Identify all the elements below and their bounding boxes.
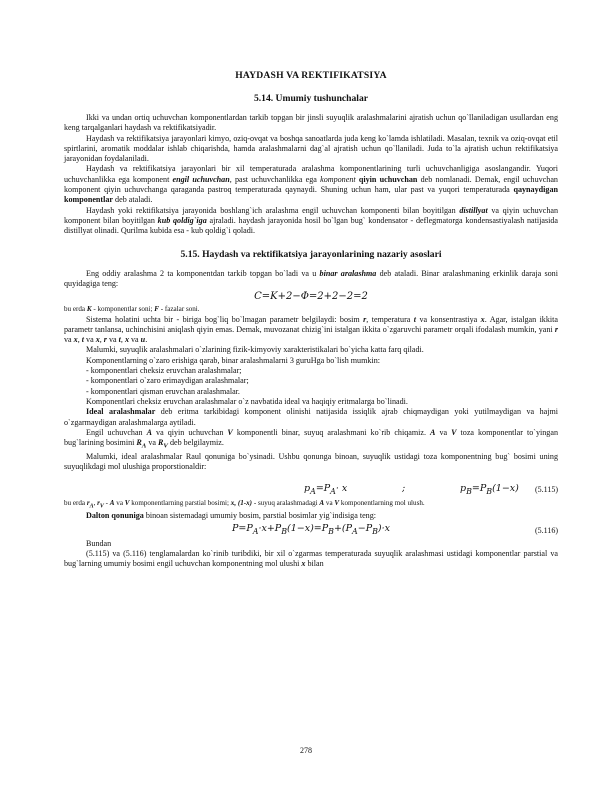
- equation-5-115: [64, 481, 558, 499]
- paragraph-binary-mixture: Eng oddiy aralashma 2 ta komponentdan tarkib topgan bo`ladi va u binar aralashma deb ataladi. Binar aralashmaning erkinlik daraja soni quyidagiga teng:: [64, 268, 558, 288]
- page-number: 278: [300, 746, 312, 755]
- page-content: [64, 70, 558, 570]
- list-item-miscible: - komponentlari cheksiz eruvchan aralashmalar;: [86, 366, 242, 376]
- paragraph-conclusion: (5.115) va (5.116) tenglamalardan ko`rinib turibdiki, bir xil o`zgarmas temperaturada suyuqlik aralashmasi ustidagi komponentlar parstial va bug`larning umumiy bosimi engil uchuvchan komponentning mol ulushi x bilan: [64, 549, 558, 569]
- equation-5-116: [64, 523, 558, 537]
- note-partial-pressures: bu erda $r_A$, $r_V$ - A va V komponentlarning parstial bosimi; x, (1-x) - suyuq aralashmadagi A va V komponentlarning mol ulush.: [64, 498, 425, 510]
- paragraph-volatility: Haydash va rektifikatsiya jarayonlari bir xil temperaturada aralashma komponentlarining turli uchuvchanligiga asoslangandir. Yuqori uchuvchanlikka ega komponent engil uchuvchan, past uchuvchanlikka ega komponent qiyin uchuvchan deb nomlanadi. Demak, engil uchuvchan komponent qiyin uchuvchanga qaraganda pastroq temperaturada qaynaydi. Shuning uchun ham, ular past va yuqori temperaturada qaynaydigan komponentlar deb ataladi.: [64, 164, 558, 205]
- equation-number-5-115: (5.115): [534, 484, 558, 494]
- section-heading-5-14: 5.14. Umumiy tushunchalar: [253, 93, 369, 104]
- chapter-title: HAYDASH VA REKTIFIKATSIYA: [235, 70, 387, 81]
- list-item-immiscible: - komponentlari o`zaro erimaydigan aralashmalar;: [86, 376, 249, 386]
- paragraph-ideal-definition: Ideal aralashmalar deb eritma tarkibidagi komponent olinishi natijasida issiqlik ajrab chiqmaydigan yoki yutilmaydigan va hajmi o`zgarmaydigan aralashmalarga aytiladi.: [64, 407, 559, 427]
- paragraph-dalton-law: Dalton qonuniga binoan sistemadagi umumiy bosim, parstial bosimlar yig`indisiga teng:: [86, 511, 377, 521]
- paragraph-binary-components: Engil uchuvchan A va qiyin uchuvchan V komponentli binar, suyuq aralashmani ko`rib chiqamiz. A va V toza komponentlar to`yingan bug`larining bosimini $R_A$ va $R_V$ deb belgilaymiz.: [64, 427, 558, 450]
- paragraph-bundan: Bundan: [86, 538, 112, 548]
- list-item-partially-miscible: - komponentlari qisman eruvchan aralashmalar.: [86, 386, 240, 396]
- phase-rule-formula: C=K+2−Φ=2+2−2=2: [254, 291, 368, 303]
- paragraph-characteristics: Malumki, suyuqlik aralashmalari o`zlarining fizik-kimyoviy xarakteristikalari bo`yicha katta farq qiladi.: [86, 345, 424, 355]
- equation-number-5-116: (5.116): [534, 525, 558, 535]
- paragraph-ideal-real: Komponentlari cheksiz eruvchan aralashmalar o`z navbatida ideal va haqiqiy eritmalarga bo`linadi.: [86, 396, 408, 406]
- equation-partial-pressure-b: $p_B=P_B(1-x)$: [460, 482, 519, 496]
- paragraph-applications: Haydash va rektifikatsiya jarayonlari kimyo, oziq-ovqat va boshqa sanoatlarda juda keng ko`lamda ishlatiladi. Masalan, texnik va oziq-ovqat etil spirtlarini, aromatik moddalar ishlab chiqarishda, hamda aralashmalarni dag`al ajratish uchun qo`llaniladi. Juda to`la ajratish uchun rektifikatsiya jarayonidan foydalaniladi.: [64, 133, 558, 164]
- note-phase-rule: bu erda K - komponentlar soni; F - fazalar soni.: [64, 305, 200, 314]
- paragraph-distillate: Haydash yoki rektifikatsiya jarayonida boshlang`ich aralashma engil uchuvchan komponenti bilan boyitilgan distillyat va qiyin uchuvchan komponent bilan boyitilgan kub qoldig`iga ajraladi. haydash jarayonida hosil bo`lgan bug` kondensator - deflegmatorga kondensastiyalash natijasida distillyat olinadi. Qurilma kubida esa - kub qoldig`i qoladi.: [64, 205, 559, 236]
- paragraph-intro: Ikki va undan ortiq uchuvchan komponentlardan tarkib topgan bir jinsli suyuqlik aralashmalarini ajratish uchun qo`llaniladigan usullardan eng keng tarqalganlari haydash va rektifikatsiyadir.: [64, 113, 558, 133]
- paragraph-groups: Komponentlarning o`zaro erishiga qarab, binar aralashmalarni 3 guruHga bo`lish mumkin:: [86, 355, 380, 365]
- equation-separator: ;: [402, 482, 406, 494]
- section-heading-5-15: 5.15. Haydash va rektifikatsiya jarayonlarining nazariy asoslari: [180, 248, 442, 260]
- paragraph-parameters: Sistema holatini uchta bir - biriga bog`liq bo`lmagan parametr belgilaydi: bosim r, temperatura t va konsentrastiya x. Agar, istalgan ikkita parametr tanlansa, uchinchisini aniqlash qiyin emas. Demak, muvozanat chizig`ini istalgan ikkita o`zgaruvchi parametr orqali ifodalash mumkin, yani r va x, t va x, r va t, x va u.: [64, 314, 558, 345]
- paragraph-raoult-law: Malumki, ideal aralashmalar Raul qonuniga bo`ysinadi. Ushbu qonunga binoan, suyuqlik ustidagi toza komponentning bug` bosimi uning suyuqlikdagi mol ulushiga proporstionaldir:: [64, 452, 558, 472]
- equation-partial-pressure-a: $p_A=P_A\cdot x$: [304, 482, 348, 496]
- equation-total-pressure: $P=P_A\cdot x+P_B(1-x)=P_B+(P_A-P_B)\cdot x$: [231, 522, 390, 536]
